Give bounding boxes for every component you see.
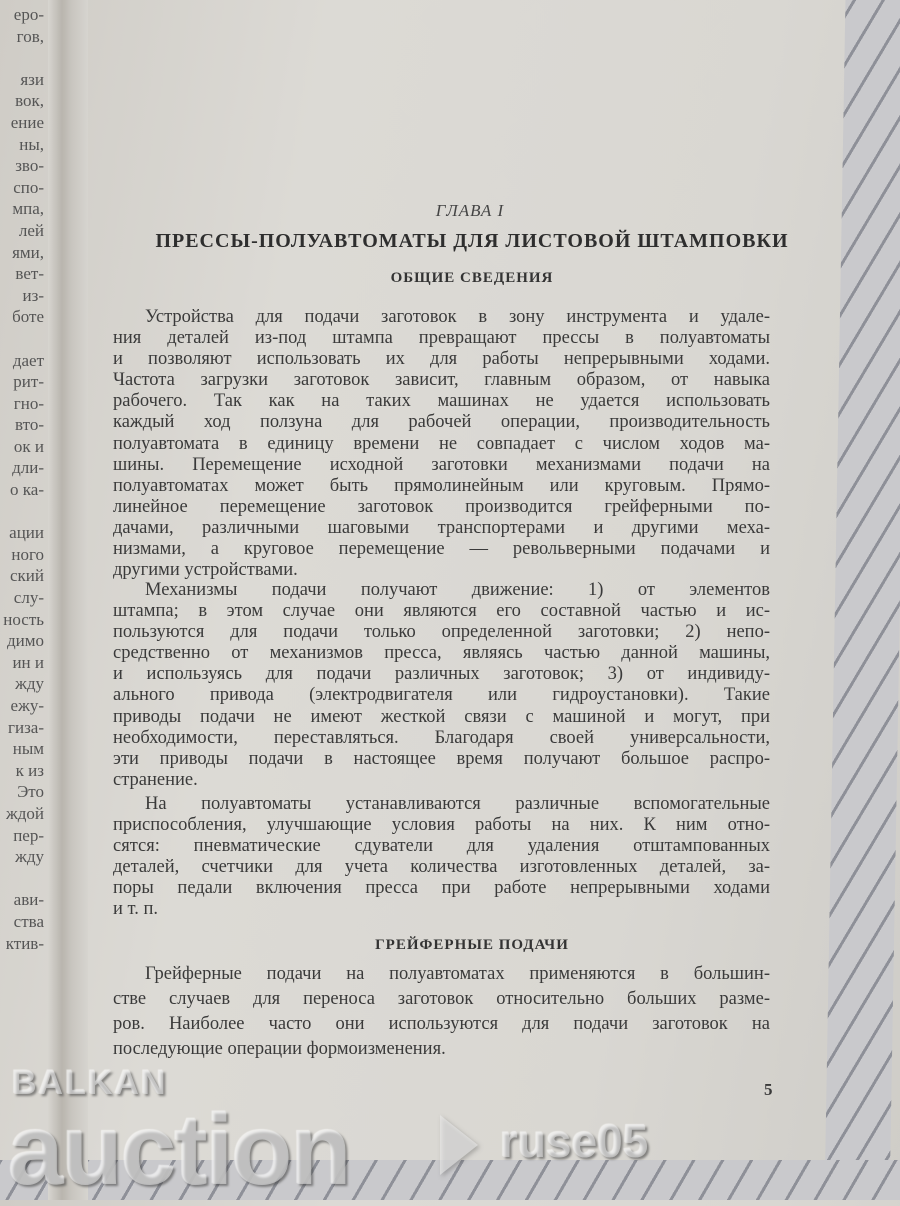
text-line: стве случаев для переноса заготовок относительно больших разме- — [113, 989, 770, 1009]
previous-page-fragment: слу- — [13, 588, 44, 608]
previous-page-fragment: пер- — [13, 825, 44, 845]
text-line: Грейферные подачи на полуавтоматах применяются в большин- — [145, 964, 770, 984]
previous-page-fragment: зво- — [15, 156, 44, 176]
section-heading-general: ОБЩИЕ СВЕДЕНИЯ — [390, 270, 554, 286]
text-line: низмами, а круговое перемещение — револьверными подачами и — [113, 539, 770, 560]
text-line: ния деталей из-под штампа превращают прессы в полуавтоматы — [113, 328, 770, 349]
previous-page-fragment — [0, 501, 44, 523]
text-line: деталей, счетчики для учета количества изготовленных деталей, за- — [113, 857, 770, 878]
text-line: каждый ход ползуна для рабочей операции, производительность — [113, 412, 770, 433]
text-line: последующие операции формоизменения. — [113, 1039, 446, 1059]
text-line: и позволяют использовать их для работы непрерывными ходами. — [113, 349, 770, 370]
text-line: странение. — [113, 769, 198, 790]
previous-page-fragment: ны, — [19, 134, 44, 154]
previous-page-fragment: мпа, — [12, 199, 44, 219]
watermark-line-3: ruse05 — [500, 1115, 649, 1167]
watermark-play-arrow-icon — [440, 1115, 478, 1175]
previous-page-fragment: ави- — [13, 890, 44, 910]
previous-page-fragment: гов, — [16, 26, 44, 46]
previous-page-fragment — [0, 47, 44, 69]
text-line: и используясь для подачи различных заготовок; 3) от индивиду- — [113, 664, 770, 685]
previous-page-fragment: рит- — [13, 372, 44, 392]
previous-page-fragment: о ка- — [10, 480, 44, 500]
section-heading-gripper-feeds: ГРЕЙФЕРНЫЕ ПОДАЧИ — [375, 937, 569, 953]
previous-page-fragment: жду — [15, 847, 44, 867]
text-line: ального привода (электродвигателя или гидроустановки). Такие — [113, 685, 770, 706]
previous-page-fragment: спо- — [13, 177, 44, 197]
watermark-line-1: BALKAN — [12, 1064, 168, 1102]
chapter-label: ГЛАВА I — [435, 201, 505, 220]
previous-page-fragment: дли- — [12, 458, 44, 478]
text-line: штампа; в этом случае они являются его составной частью и ис- — [113, 601, 770, 622]
paragraph-4 — [113, 962, 770, 1062]
text-line: приводы подачи не имеют жесткой связи с машиной и могут, при — [113, 706, 770, 727]
previous-page-fragment: жду — [15, 674, 44, 694]
previous-page-fragment: ок и — [13, 436, 44, 456]
paragraph-1 — [113, 307, 770, 581]
text-line: приспособления, улучшающие условия работы на них. К ним отно- — [113, 815, 770, 836]
previous-page-fragment: ение — [10, 112, 44, 132]
previous-page-fragment: Это — [17, 782, 44, 802]
text-line: и т. п. — [113, 899, 158, 920]
previous-page-fragment — [0, 868, 44, 890]
text-line: шины. Перемещение исходной заготовки механизмами подачи на — [113, 454, 770, 475]
previous-page-fragment: лей — [18, 220, 44, 240]
chapter-title: ПРЕССЫ-ПОЛУАВТОМАТЫ ДЛЯ ЛИСТОВОЙ ШТАМПОВКИ — [155, 230, 789, 252]
previous-page-fragment: ктив- — [5, 933, 44, 953]
previous-page-fragment — [0, 328, 44, 350]
paragraph-3 — [113, 794, 770, 921]
text-line: На полуавтоматы устанавливаются различные вспомогательные — [145, 794, 770, 814]
text-line: линейное перемещение заготовок производится грейферными по- — [113, 496, 770, 517]
previous-page-fragment: ность — [3, 609, 44, 629]
text-line: полуавтоматах может быть прямолинейным или круговым. Прямо- — [113, 475, 770, 496]
text-line: эти приводы подачи в настоящее время получают большое распро- — [113, 748, 770, 769]
page-number: 5 — [764, 1080, 773, 1099]
text-line: ров. Наиболее часто они используются для подачи заготовок на — [113, 1014, 770, 1034]
previous-page-fragment: ежу- — [10, 696, 44, 715]
watermark-line-2: auction — [8, 1094, 350, 1206]
previous-page-fragment: ным — [12, 739, 44, 759]
text-line: поры педали включения пресса при работе непрерывными ходами — [113, 878, 770, 899]
previous-page-fragment: боте — [12, 307, 44, 327]
previous-page-fragment: вет- — [15, 264, 44, 284]
previous-page-fragment: к из — [15, 760, 44, 780]
text-line: Частота загрузки заготовок зависит, главным образом, от навыка — [113, 370, 770, 391]
text-line: сятся: пневматические сдуватели для удаления отштампованных — [113, 836, 770, 857]
previous-page-fragment: вто- — [15, 415, 44, 435]
previous-page-fragment: ства — [13, 911, 44, 931]
text-line: полуавтомата в единицу времени не совпадает с числом ходов ма- — [113, 433, 770, 454]
text-line: дачами, различными шаговыми транспортерами и другими меха- — [113, 517, 770, 538]
previous-page-fragment: гно- — [13, 393, 44, 413]
text-line: рабочего. Так как на таких машинах не удается использовать — [113, 391, 770, 412]
previous-page-fragment: из- — [22, 285, 44, 305]
previous-page-fragment: ский — [10, 566, 44, 586]
previous-page-fragment: вок, — [15, 91, 44, 111]
text-line: пользуются для подачи только определенной заготовки; 2) непо- — [113, 622, 770, 643]
text-line: другими устройствами. — [113, 560, 298, 581]
paragraph-2 — [113, 580, 770, 791]
previous-page-fragment: ин и — [12, 652, 44, 672]
book-gutter — [48, 0, 88, 1200]
previous-page-fragment: дает — [12, 350, 44, 370]
previous-page-fragment: ждой — [6, 803, 44, 823]
text-line: Механизмы подачи получают движение: 1) от элементов — [145, 580, 770, 600]
text-line: Устройства для подачи заготовок в зону инструмента и удале- — [145, 307, 770, 327]
previous-page-fragments — [0, 4, 44, 954]
previous-page-fragment: гиза- — [8, 717, 44, 737]
previous-page-fragment: димо — [6, 631, 44, 651]
previous-page-fragment: ного — [11, 544, 44, 564]
previous-page-fragment: еро- — [13, 5, 44, 24]
previous-page-fragment: ации — [9, 523, 44, 543]
previous-page-fragment: ями, — [12, 242, 44, 262]
text-line: необходимости, переставляться. Благодаря своей универсальности, — [113, 727, 770, 748]
text-line: средственно от механизмов пресса, являясь частью данной машины, — [113, 643, 770, 664]
cutting-mat-background — [825, 0, 900, 1200]
previous-page-fragment: язи — [20, 69, 44, 89]
